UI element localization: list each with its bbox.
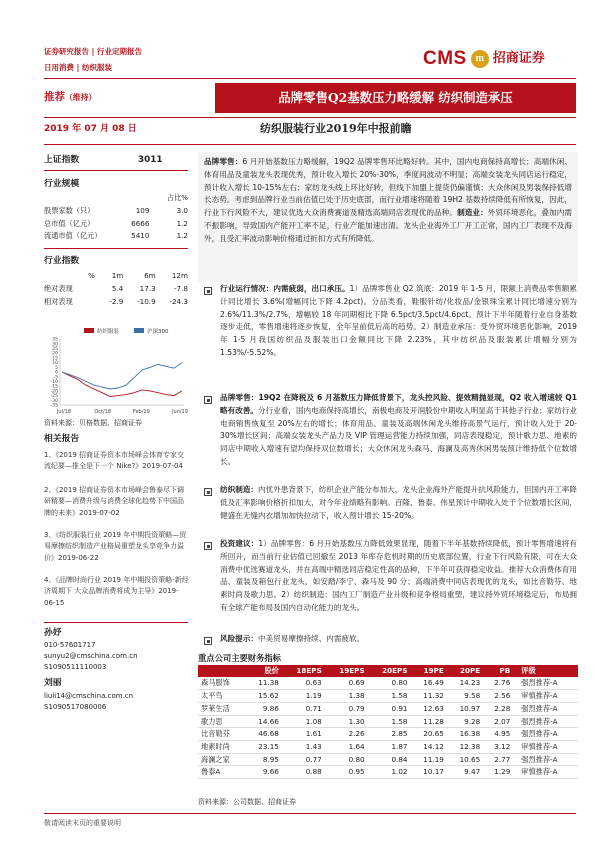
metric-cell: 46.68 bbox=[246, 728, 282, 741]
metric-cell: 9.47 bbox=[447, 766, 483, 779]
rating-label: 推荐 bbox=[44, 91, 65, 103]
metric-cell: 12.63 bbox=[411, 702, 447, 715]
metric-cell: 0.79 bbox=[325, 702, 368, 715]
metric-cell: 1.64 bbox=[325, 740, 368, 753]
scale-heading: 行业规模 bbox=[44, 179, 80, 189]
rating-cell: 强烈推荐-A bbox=[513, 677, 578, 690]
col-header: 18EPS bbox=[282, 665, 325, 677]
related-item[interactable]: 4、《品牌时尚行业 2019 年中期投资策略-新经济周期下 大众品牌消费将成为主导》2019-06-15 bbox=[44, 576, 189, 607]
table-row bbox=[44, 283, 188, 296]
metric-cell: 11.28 bbox=[411, 715, 447, 728]
metric-cell: 1.58 bbox=[368, 715, 411, 728]
metric-cell: 11.19 bbox=[411, 753, 447, 766]
legend-label: 沪深300 bbox=[147, 329, 169, 335]
table-row bbox=[198, 690, 578, 703]
section-title: 品牌零售：19Q2 在降税及 6 月基数压力降低背景下，龙头控风险、提效精抛显现，Q2 收入增速较 Q1 略有改善。 bbox=[220, 393, 577, 415]
y-tick-label: -30 bbox=[50, 398, 58, 404]
header-divider bbox=[44, 78, 576, 79]
y-tick-label: 30 bbox=[52, 342, 58, 348]
section-body: 内忧外患背景下，纺织企业产能分布加大，龙头企业海外产能提升抗风险能力，但国内开工率降低及汇率影响价格折扣加大，对今年业绩略有影响。百隆、鲁泰、伟星预计中期收入处于个位数增长区间，健盛在无缝内衣增加加快拉动下，收入预计增长 15-20%。 bbox=[220, 485, 578, 520]
scale-value: 6666 bbox=[131, 218, 150, 228]
metric-cell: 9.28 bbox=[447, 715, 483, 728]
bullet-square-icon bbox=[204, 287, 212, 295]
series-line bbox=[62, 372, 182, 397]
company-name: 罗莱生活 bbox=[198, 702, 246, 715]
metric-cell: 12.38 bbox=[447, 740, 483, 753]
analyst-email[interactable]: sunyu2@cmschina.com.cn bbox=[44, 652, 138, 660]
metric-cell: 2.85 bbox=[368, 728, 411, 741]
table-header-row bbox=[198, 665, 578, 677]
rating-cell: 审慎推荐-A bbox=[513, 690, 578, 703]
scale-pct: 1.2 bbox=[176, 231, 188, 241]
metric-cell: 2.28 bbox=[483, 702, 513, 715]
metric-cell: 0.63 bbox=[282, 677, 325, 690]
metric-cell: 8.95 bbox=[246, 753, 282, 766]
metric-cell: 10.65 bbox=[447, 753, 483, 766]
metric-cell: 4.95 bbox=[483, 728, 513, 741]
metric-cell: 14.66 bbox=[246, 715, 282, 728]
scale-value: 5410 bbox=[131, 231, 150, 241]
y-tick-label: 20 bbox=[52, 351, 58, 357]
metric-cell: 10.97 bbox=[447, 702, 483, 715]
index-value: 3011 bbox=[138, 155, 163, 165]
bullet-square-icon bbox=[204, 396, 212, 404]
section-body: 中美贸易摩擦持续、内需疲软。 bbox=[257, 634, 365, 643]
table-row bbox=[198, 702, 578, 715]
metric-cell: 1.02 bbox=[368, 766, 411, 779]
col-header: 20EPS bbox=[368, 665, 411, 677]
perf-name: 相对表现 bbox=[44, 296, 73, 306]
metric-cell: 1.87 bbox=[368, 740, 411, 753]
metric-cell: 0.88 bbox=[282, 766, 325, 779]
metric-cell: 1.61 bbox=[282, 728, 325, 741]
section-investment bbox=[220, 538, 577, 615]
analyst-name: 刘丽 bbox=[44, 678, 62, 688]
table-source: 资料来源：公司数据、招商证券 bbox=[198, 798, 296, 806]
related-item[interactable]: 2、《2019 招商证券资本市场峰会鲁泰尽下调研精要—消费升级与消费全球化趋势下中国品牌的未来》2019-07-02 bbox=[44, 486, 184, 517]
perf-value: -24.3 bbox=[169, 296, 188, 306]
footer-note: 敬请阅读末页的重要说明 bbox=[44, 819, 121, 827]
section-body: 1）品牌零售：6 月开始基数压力降低效果显现，随着下半年基数持续降低，预计零售增速将有所回升，而当前行业估值已回撤至 2013 年库存危机时期的历史底部位置，行业下行风险有限，可在大众消费中优选赛道龙头，并在高端中精选同店稳定性高的品种，下半年可获得稳定收益。推荐大众消费体育用品、童装及箱包行业龙头，如安踏/李宁、森马及 90 分；高端消费中同店表现优的龙头，如比音勒芬、地素时尚及歌力思。2）纺织制造：国内工厂制造产业升级和竞争格局重塑，建议持外贸环境稳定后，布局拥有全球产能布局及国内自动化能力的龙头。 bbox=[220, 539, 578, 612]
metric-cell: 9.86 bbox=[246, 702, 282, 715]
summary-text: 6 月开始基数压力略缓解，19Q2 品牌零售环比略好转。其中，国内电商保持高增长；高端休闲、体育用品及童装龙头表现优秀，预计收入增长 20%-30%，季度间波动不明显；高端女装龙头同店运行稳定，预计收入增长 10-15%左右；家纺龙头线上环比好转，但线下加盟上提货仍偏谨慎；大众休闲及男装保持低增长态势。考虑到品牌行业当前估值已处于历史底部，而行业增速将随着 19H2 基数持续降低有所恢复，因此，行业下行风险不大，建议优选大众消费赛道及精选高端同店表现优的品种。 bbox=[204, 157, 572, 218]
metric-cell: 0.84 bbox=[368, 753, 411, 766]
metric-cell: 1.43 bbox=[282, 740, 325, 753]
section-title: 风险提示： bbox=[220, 634, 258, 643]
related-heading: 相关报告 bbox=[44, 434, 80, 444]
perf-heading: 行业指数 bbox=[44, 256, 80, 266]
metric-cell: 1.30 bbox=[325, 715, 368, 728]
perf-table bbox=[44, 270, 188, 308]
metric-cell: 11.32 bbox=[411, 690, 447, 703]
logo-badge-icon: m bbox=[471, 50, 489, 68]
index-chart bbox=[38, 325, 190, 416]
metric-cell: 2.07 bbox=[483, 715, 513, 728]
y-tick-label: 25 bbox=[52, 347, 58, 353]
table-row bbox=[44, 217, 188, 230]
table-row bbox=[44, 295, 188, 308]
metric-cell: 0.71 bbox=[282, 702, 325, 715]
y-tick-label: -5 bbox=[53, 375, 58, 381]
analyst-license: S1090511110003 bbox=[44, 663, 107, 671]
scale-value: 109 bbox=[135, 206, 150, 216]
chart-source: 资料来源：贝格数据、招商证券 bbox=[44, 419, 142, 427]
metric-cell: 0.91 bbox=[368, 702, 411, 715]
table-row bbox=[198, 753, 578, 766]
metric-cell: 11.38 bbox=[246, 677, 282, 690]
date-divider bbox=[44, 144, 576, 145]
perf-col: 1m bbox=[111, 271, 124, 281]
metric-cell: 1.29 bbox=[483, 766, 513, 779]
metric-cell: 1.58 bbox=[368, 690, 411, 703]
col-header bbox=[198, 665, 246, 677]
scale-name: 股票家数（只） bbox=[44, 206, 95, 216]
perf-col: 6m bbox=[144, 271, 156, 281]
logo-cn: 招商证券 bbox=[492, 51, 545, 67]
metric-cell: 9.58 bbox=[447, 690, 483, 703]
table-row bbox=[44, 205, 188, 218]
metric-cell: 2.56 bbox=[483, 690, 513, 703]
metric-cell: 1.19 bbox=[282, 690, 325, 703]
footer-divider bbox=[44, 813, 576, 814]
rating-cell: 强烈推荐-A bbox=[513, 702, 578, 715]
y-tick-label: 0 bbox=[55, 370, 58, 376]
col-header: 20PE bbox=[447, 665, 483, 677]
left-divider bbox=[44, 622, 188, 623]
title-banner: 品牌零售Q2基数压力略缓解 纺织制造承压 bbox=[215, 83, 576, 113]
bullet-square-icon bbox=[204, 542, 212, 550]
scale-pct: 1.2 bbox=[176, 218, 188, 228]
perf-value: -10.9 bbox=[137, 296, 156, 306]
metric-cell: 3.12 bbox=[483, 740, 513, 753]
legend-label: 纺织服装 bbox=[97, 329, 120, 335]
financials-table bbox=[198, 665, 578, 779]
report-date: 2019 年 07 月 08 日 bbox=[44, 124, 137, 134]
metric-cell: 14.23 bbox=[447, 677, 483, 690]
perf-col: % bbox=[88, 271, 95, 281]
table-row bbox=[198, 715, 578, 728]
x-tick-label: Jun/19 bbox=[172, 409, 188, 415]
y-tick-label: -15 bbox=[50, 384, 58, 390]
metric-cell: 2.26 bbox=[325, 728, 368, 741]
x-tick-label: Oct/18 bbox=[94, 409, 112, 415]
table-row bbox=[44, 230, 188, 243]
table-row bbox=[198, 728, 578, 741]
section-title: 行业运行情况：内需疲弱，出口承压。 bbox=[220, 284, 350, 293]
company-name: 比音勒芬 bbox=[198, 728, 246, 741]
company-name: 歌力思 bbox=[198, 715, 246, 728]
x-tick-label: Feb/19 bbox=[132, 409, 150, 415]
rating bbox=[44, 90, 96, 104]
col-header: 股价 bbox=[246, 665, 282, 677]
metric-cell: 23.15 bbox=[246, 740, 282, 753]
company-name: 太平鸟 bbox=[198, 690, 246, 703]
perf-value: 5.4 bbox=[111, 284, 124, 294]
section-title: 纺织制造： bbox=[220, 485, 258, 494]
col-header: 19EPS bbox=[325, 665, 368, 677]
company-name: 海澜之家 bbox=[198, 753, 246, 766]
legend-swatch bbox=[134, 328, 144, 333]
metric-cell: 14.12 bbox=[411, 740, 447, 753]
metric-cell: 16.38 bbox=[447, 728, 483, 741]
section-risk bbox=[220, 633, 577, 646]
x-tick-label: Jul/18 bbox=[56, 409, 72, 415]
related-item[interactable]: 1、《2019 招商证券资本市场峰会体育专家交流纪要—推全是下一个 Nike?》2019-07-04 bbox=[44, 451, 184, 471]
table-title: 重点公司主要财务指标 bbox=[198, 653, 281, 663]
table-row bbox=[198, 740, 578, 753]
y-tick-label: 10 bbox=[52, 361, 58, 367]
metric-cell: 9.66 bbox=[246, 766, 282, 779]
rating-cell: 强烈推荐-A bbox=[513, 715, 578, 728]
metric-cell: 1.38 bbox=[325, 690, 368, 703]
summary-box bbox=[198, 152, 578, 282]
banner-divider bbox=[44, 117, 576, 118]
section-brand bbox=[220, 392, 577, 469]
metric-cell: 0.77 bbox=[282, 753, 325, 766]
metric-cell: 0.69 bbox=[325, 677, 368, 690]
y-tick-label: -20 bbox=[50, 389, 58, 395]
related-item[interactable]: 3、《纺织服装行业 2019 年中期投资策略—贸易摩擦纺织制造产业格局重塑龙头享竞争力溢价》2019-06-22 bbox=[44, 531, 187, 562]
index-label: 上证指数 bbox=[44, 155, 80, 165]
scale-pct: 3.0 bbox=[176, 206, 188, 216]
metric-cell: 2.77 bbox=[483, 753, 513, 766]
metric-cell: 15.62 bbox=[246, 690, 282, 703]
metric-cell: 0.95 bbox=[325, 766, 368, 779]
company-name: 森马服饰 bbox=[198, 677, 246, 690]
perf-col: 12m bbox=[171, 271, 188, 281]
analyst-phone: 010-57601717 bbox=[44, 641, 96, 649]
col-header: 19PE bbox=[411, 665, 447, 677]
report-category: 证券研究报告 | 行业定期报告 bbox=[44, 47, 142, 56]
summary-title: 品牌零售： bbox=[204, 157, 243, 166]
metric-cell: 0.80 bbox=[368, 677, 411, 690]
y-tick-label: 35 bbox=[52, 337, 58, 343]
col-header: PB bbox=[483, 665, 513, 677]
summary-sub-title: 制造业： bbox=[457, 208, 488, 218]
section-title: 投资建议： bbox=[220, 539, 259, 548]
perf-name: 绝对表现 bbox=[44, 284, 73, 294]
bullet-square-icon bbox=[204, 637, 212, 645]
rating-sub: （维持） bbox=[65, 93, 97, 102]
analyst-license: S1090517080006 bbox=[44, 703, 107, 711]
y-tick-label: -25 bbox=[50, 394, 58, 400]
metric-cell: 16.49 bbox=[411, 677, 447, 690]
report-sector: 日用消费 | 纺织服装 bbox=[44, 63, 112, 72]
section-industry bbox=[220, 283, 577, 360]
company-name: 地素时尚 bbox=[198, 740, 246, 753]
y-tick-label: 5 bbox=[55, 365, 58, 371]
metric-cell: 20.65 bbox=[411, 728, 447, 741]
perf-value: 17.3 bbox=[139, 284, 156, 294]
company-name: 鲁泰A bbox=[198, 766, 246, 779]
scale-unit: 占比% bbox=[166, 193, 188, 203]
table-row bbox=[198, 766, 578, 779]
rating-cell: 强烈推荐-A bbox=[513, 753, 578, 766]
report-subtitle: 纺织服装行业2019年中报前瞻 bbox=[260, 122, 412, 135]
rating-cell: 审慎推荐-A bbox=[513, 740, 578, 753]
y-tick-label: 15 bbox=[52, 356, 58, 362]
scale-name: 总市值（亿元） bbox=[44, 218, 95, 228]
perf-value: -7.8 bbox=[173, 284, 188, 294]
metric-cell: 10.17 bbox=[411, 766, 447, 779]
cms-logo bbox=[423, 48, 545, 70]
section-manufacturing bbox=[220, 484, 577, 522]
left-divider bbox=[44, 170, 188, 171]
metric-cell: 2.76 bbox=[483, 677, 513, 690]
series-line bbox=[62, 363, 182, 389]
section-body: 分行业看，国内电商保持高增长，南极电商及开润股份中期收入明显高于其他子行业；家纺行业电商销售恢复至 20%左右的增长；体育用品、童装及高端休闲龙头维持高景气运行，预计收入处于 20-30%增长区间；高端女装龙头产品力及 VIP 管理运营能力持续加强，同店表现稳定，预计歌力思、地素的同店中期收入增速有望均保持双位数增长；大众休闲龙头森马、海澜及高秀休闲男装预计维持低个位数增长。 bbox=[220, 405, 578, 466]
analyst-name: 孙妤 bbox=[44, 628, 62, 638]
table-row bbox=[198, 677, 578, 690]
y-tick-label: -10 bbox=[50, 380, 58, 386]
metric-cell: 0.80 bbox=[325, 753, 368, 766]
y-tick-label: -35 bbox=[50, 403, 58, 409]
section-body: 1）品牌零售业 Q2 筑底：2019 年 1-5 月，限额上消费品零售额累计同比增长 3.6%(增幅同比下降 4.2pct)。分品类看，鞋服针纺/化妆品/金银珠宝累计同比增速分别为 2.6%/11.3%/2.7%，增幅较 18 年同期相比下降 6.5pct/3.5pct/4.6pct。预计下半年随着行业自身基数逐步走低，零售增速将逐步恢复，全年呈前低后高的趋势。2）制造业承压：受外贸环境恶化影响，2019 年 1-5 月我国纺织品及服装出口金额同比下降 2.23%，其中纺织品及服装累计增幅分别为 1.53%/-5.52%。 bbox=[220, 284, 578, 357]
perf-value: -2.9 bbox=[109, 296, 124, 306]
legend-swatch bbox=[84, 328, 94, 333]
rating-cell: 强烈推荐-A bbox=[513, 728, 578, 741]
col-header: 评级 bbox=[513, 665, 578, 677]
summary-sub-text: 外贸环境恶化，叠加内需不振影响，导致国内产能开工率不足，行业产能加速出清。龙头企业海外工厂开工正常，国内工厂表现不及海外，且受汇率波动影响价格通过折扣方式有所降低。 bbox=[204, 208, 573, 243]
bullet-square-icon bbox=[204, 488, 212, 496]
rating-cell: 审慎推荐-A bbox=[513, 766, 578, 779]
scale-table bbox=[44, 192, 188, 242]
metric-cell: 1.08 bbox=[282, 715, 325, 728]
left-divider bbox=[44, 248, 188, 249]
analyst-email[interactable]: liuli14@cmschina.com.cn bbox=[44, 692, 134, 700]
scale-name: 流通市值（亿元） bbox=[44, 231, 102, 241]
logo-text: CMS bbox=[423, 48, 467, 70]
